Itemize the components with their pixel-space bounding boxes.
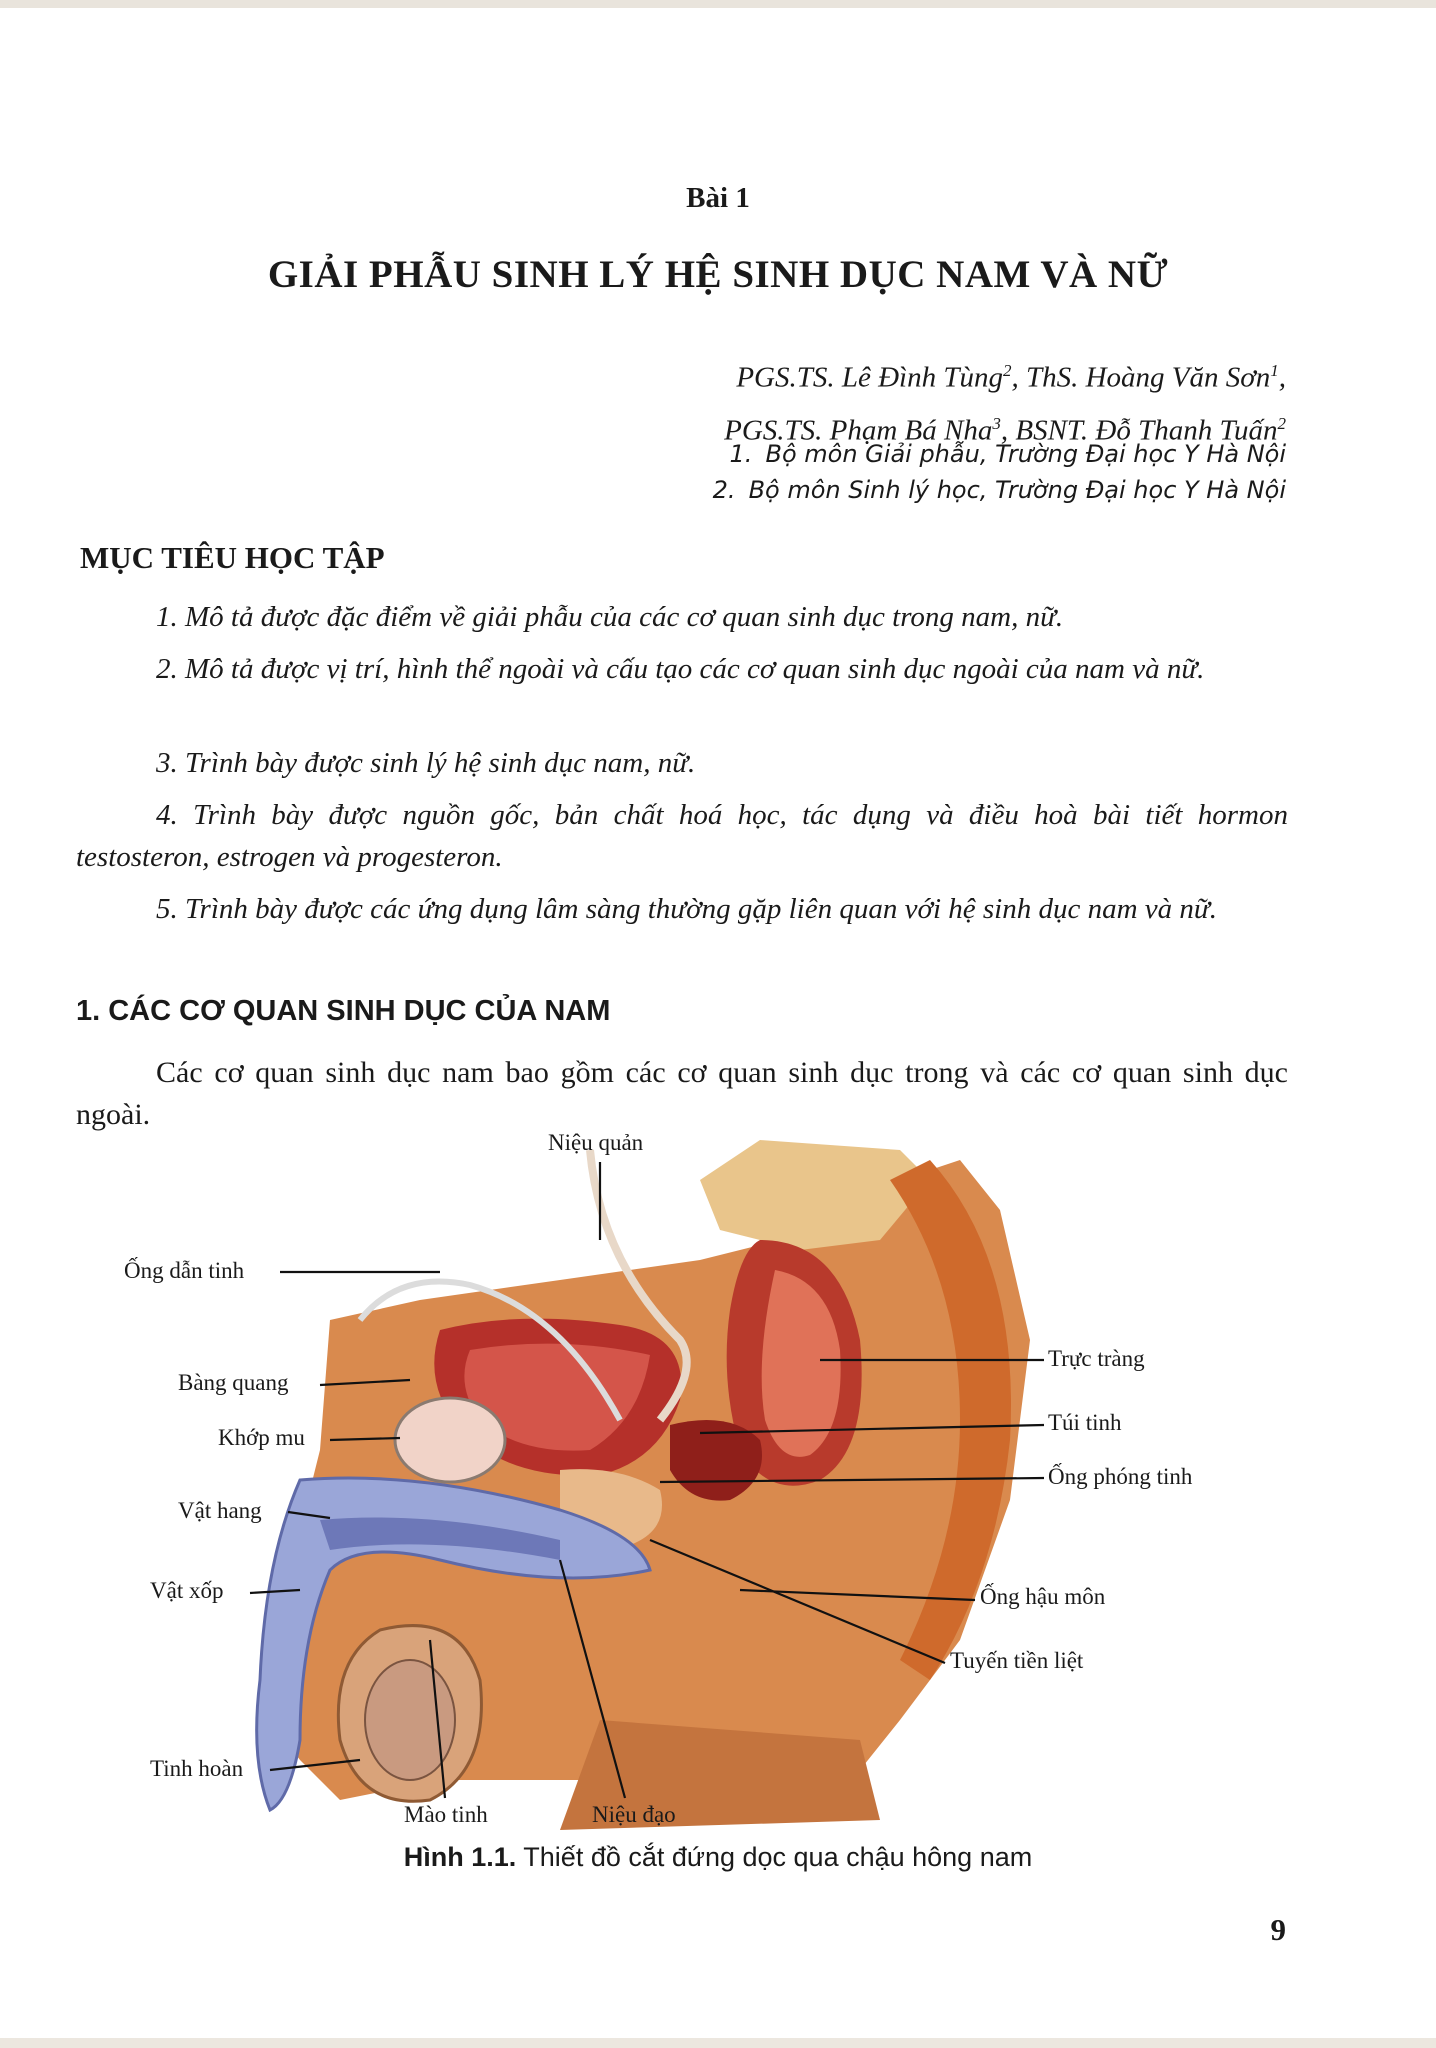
figure-label-corpus-cavernosum: Vật hang [178,1498,262,1523]
figure-label-corpus-spongiosum: Vật xốp [150,1578,224,1603]
objective-item: 3. Trình bày được sinh lý hệ sinh dục nam, nữ. [156,747,696,779]
author-name: ThS. Hoàng Văn Sơn [1025,361,1271,394]
authors-line-1 [724,348,1286,401]
affiliation-item [713,436,1286,472]
figure-label-ejaculatory-duct: Ống phóng tinh [1048,1464,1193,1489]
objectives-heading: MỤC TIÊU HỌC TẬP [80,540,385,575]
author-separator: , [1278,361,1286,394]
lesson-number: Bài 1 [686,182,750,214]
affiliation-number: 2. [712,476,736,504]
section-heading: 1. CÁC CƠ QUAN SINH DỤC CỦA NAM [76,995,611,1027]
figure-label-seminal-vesicle: Túi tinh [1048,1410,1122,1435]
objective-item: 1. Mô tả được đặc điểm về giải phẫu của các cơ quan sinh dục trong nam, nữ. [156,601,1064,633]
intro-paragraph: Các cơ quan sinh dục nam bao gồm các cơ quan sinh dục trong và các cơ quan sinh dục ngoài. [76,1056,1288,1131]
objective-item: 2. Mô tả được vị trí, hình thể ngoài và cấu tạo các cơ quan sinh dục ngoài của nam và nữ. [156,653,1205,685]
pelvis-sagittal-illustration [0,1120,1436,1840]
affiliations [713,436,1286,508]
scan-edge-top [0,0,1436,8]
figure-caption-number: Hình 1.1. [403,1842,517,1872]
author-name: BSNT. Đỗ Thanh Tuấn [1015,414,1278,447]
figure-caption [0,1842,1436,1873]
figure-label-bladder: Bàng quang [178,1370,289,1395]
figure-label-ureter: Niệu quản [548,1130,644,1155]
author-affiliation-mark: 2 [1277,413,1286,433]
author-separator: , [1011,361,1026,394]
figure-label-anal-canal: Ống hậu môn [980,1584,1106,1609]
objective-item: 4. Trình bày được nguồn gốc, bản chất hoá học, tác dụng và điều hoà bài tiết hormon testosteron, estrogen và progesteron. [76,799,1288,873]
figure-caption-text: Thiết đồ cắt đứng dọc qua chậu hông nam [516,1842,1033,1872]
page-number: 9 [1270,1912,1286,1947]
anatomy-figure [0,1120,1436,1840]
figure-label-urethra: Niệu đạo [592,1802,676,1827]
author-separator: , [1000,414,1016,447]
author-affiliation-mark: 1 [1270,361,1279,380]
author-affiliation-mark: 3 [992,413,1001,433]
affiliation-item [713,472,1286,508]
figure-label-pubic-symphysis: Khớp mu [218,1425,305,1450]
figure-label-rectum: Trực tràng [1048,1346,1145,1371]
page-title: GIẢI PHẪU SINH LÝ HỆ SINH DỤC NAM VÀ NỮ [267,253,1169,296]
affiliation-text: Bộ môn Sinh lý học, Trường Đại học Y Hà Nội [748,476,1286,504]
affiliation-text: Bộ môn Giải phẫu, Trường Đại học Y Hà Nội [765,440,1286,468]
pubic-bone [395,1398,505,1482]
objective-item: 5. Trình bày được các ứng dụng lâm sàng thường gặp liên quan với hệ sinh dục nam và nữ. [156,893,1217,925]
figure-label-epididymis: Mào tinh [404,1802,488,1827]
author-name: PGS.TS. Phạm Bá Nha [724,414,993,447]
scan-edge-bottom [0,2038,1436,2048]
affiliation-number: 1. [729,440,753,468]
figure-label-prostate: Tuyến tiền liệt [950,1648,1084,1673]
figure-label-testis: Tinh hoàn [150,1756,244,1781]
author-name: PGS.TS. Lê Đình Tùng [736,361,1003,394]
figure-label-vas-deferens: Ống dẫn tinh [124,1258,245,1283]
author-affiliation-mark: 2 [1002,361,1012,380]
